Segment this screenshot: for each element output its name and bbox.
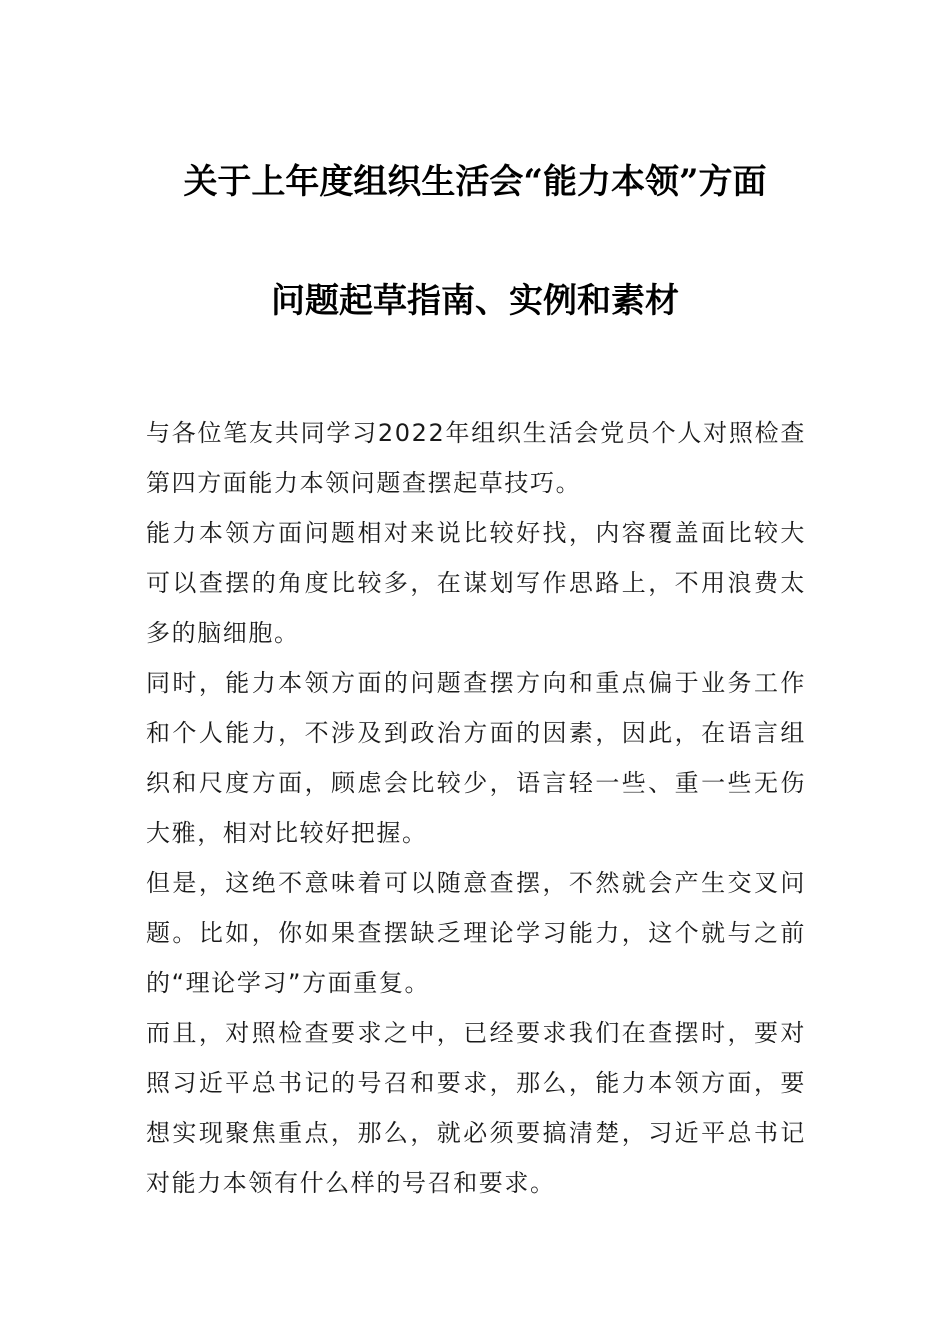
document-body <box>146 408 806 1208</box>
document-title-line-1: 关于上年度组织生活会“能力本领”方面 <box>183 162 767 202</box>
body-paragraph: 与各位笔友共同学习2022年组织生活会党员个人对照检查第四方面能力本领问题查摆起草技巧。 <box>146 419 806 497</box>
body-paragraph: 但是，这绝不意味着可以随意查摆，不然就会产生交叉问题。比如，你如果查摆缺乏理论学习能力，这个就与之前的“理论学习”方面重复。 <box>146 869 806 997</box>
body-paragraph: 同时，能力本领方面的问题查摆方向和重点偏于业务工作和个人能力，不涉及到政治方面的因素，因此，在语言组织和尺度方面，顾虑会比较少，语言轻一些、重一些无伤大雅，相对比较好把握。 <box>146 669 806 847</box>
document-title-line-2: 问题起草指南、实例和素材 <box>271 281 679 321</box>
body-paragraph: 而且，对照检查要求之中，已经要求我们在查摆时，要对照习近平总书记的号召和要求，那么，能力本领方面，要想实现聚焦重点，那么，就必须要搞清楚，习近平总书记对能力本领有什么样的号召和要求。 <box>146 1019 806 1197</box>
body-paragraph: 能力本领方面问题相对来说比较好找，内容覆盖面比较大可以查摆的角度比较多，在谋划写作思路上，不用浪费太多的脑细胞。 <box>146 519 806 647</box>
